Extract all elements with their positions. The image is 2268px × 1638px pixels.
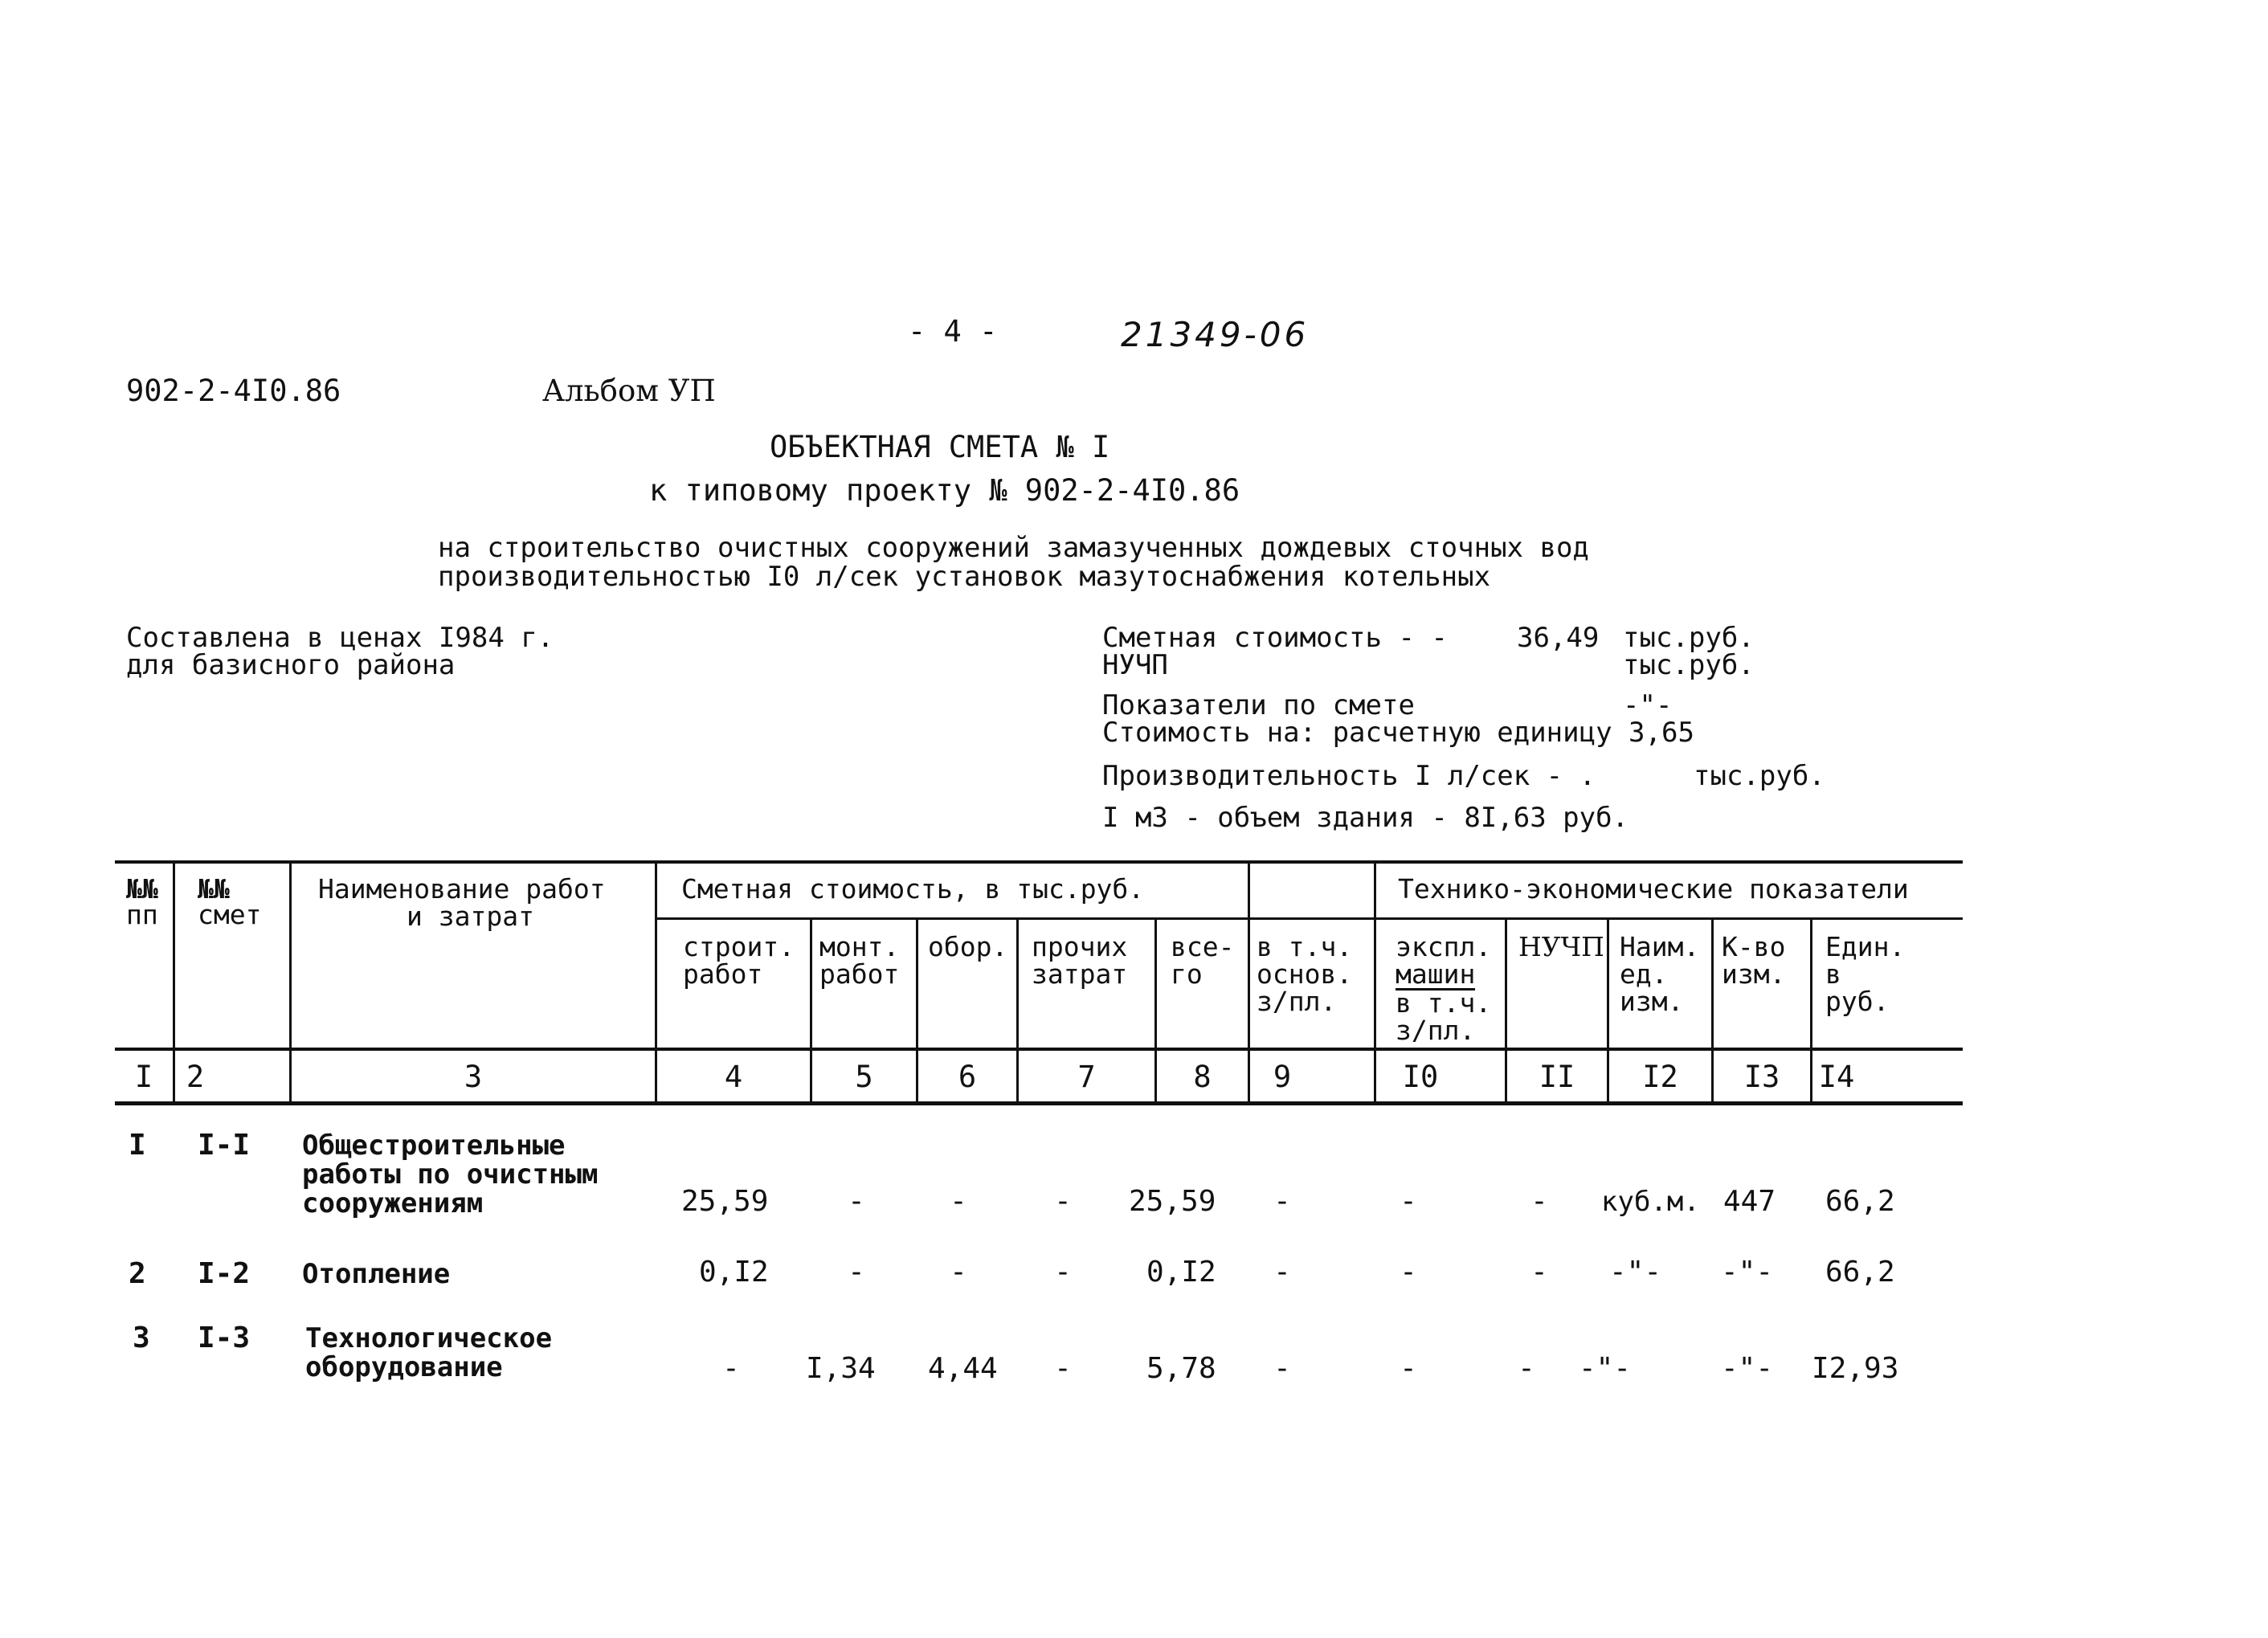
cell-pp: 3 (133, 1321, 150, 1354)
cell-c11: - (1530, 1256, 1548, 1289)
cell-name-line: Отопление (302, 1258, 451, 1290)
header-c14-1: Един. (1825, 931, 1906, 962)
table-subheader-line (655, 917, 1963, 920)
cell-c14: I2,93 (1812, 1352, 1899, 1385)
document-subtitle: к типовому проекту № 902-2-4I0.86 (649, 473, 1240, 508)
header-pp-2: пп (126, 899, 158, 930)
cell-name-line: сооружениям (302, 1187, 484, 1219)
header-c9-2: основ. (1257, 958, 1353, 990)
col-number: II (1539, 1060, 1575, 1094)
cell-pp: 2 (129, 1257, 146, 1290)
header-c7-1: прочих (1032, 931, 1128, 962)
header-c12-3: изм. (1620, 986, 1684, 1017)
col-number: I4 (1818, 1060, 1855, 1094)
cost-per-unit: Стоимость на: расчетную единицу 3,65 (1102, 717, 1694, 749)
cell-c4: 0,I2 (699, 1256, 769, 1289)
header-c10-1: экспл. (1396, 931, 1492, 962)
document-title: ОБЪЕКТНАЯ СМЕТА № I (770, 430, 1110, 464)
cell-c5: I,34 (806, 1352, 876, 1385)
col-number: I2 (1642, 1060, 1678, 1094)
capacity-unit: тыс.руб. (1694, 760, 1825, 792)
cell-c10: - (1400, 1185, 1417, 1218)
cell-c4: 25,59 (681, 1185, 769, 1218)
header-smeta-2: смет (198, 899, 262, 930)
header-cost-group: Сметная стоимость, в тыс.руб. (681, 873, 1145, 905)
cell-smeta: I-2 (198, 1257, 251, 1290)
header-name-2: и затрат (407, 901, 534, 932)
header-c14-2: в (1825, 958, 1841, 990)
project-code: 902-2-4I0.86 (126, 374, 341, 408)
nuchp-unit: тыс.руб. (1623, 649, 1755, 681)
cell-name-line: Технологическое (305, 1322, 553, 1354)
cell-c8: 25,59 (1129, 1185, 1216, 1218)
cell-c4: - (722, 1352, 740, 1385)
header-c11-1: НУЧП (1518, 931, 1604, 962)
cell-c13: 447 (1723, 1185, 1776, 1218)
table-header-bottom-line (115, 1048, 1963, 1051)
header-c8-2: го (1171, 958, 1203, 990)
header-c10-3: в т.ч. (1396, 987, 1492, 1019)
header-smeta-1: №№ (198, 873, 230, 905)
cell-c13: -"- (1721, 1256, 1774, 1289)
cell-c9: - (1273, 1256, 1291, 1289)
cell-c11: - (1518, 1352, 1535, 1385)
cell-name-line: оборудование (305, 1351, 503, 1383)
header-c9-3: з/пл. (1257, 986, 1337, 1017)
cell-smeta: I-I (198, 1129, 251, 1162)
cell-c11: - (1530, 1185, 1548, 1218)
purpose-line-2: производительностью I0 л/сек установок мазутоснабжения котельных (438, 561, 1491, 593)
cell-name-line: работы по очистным (302, 1158, 599, 1191)
col-number: 9 (1273, 1060, 1292, 1094)
cell-c14: 66,2 (1825, 1185, 1895, 1218)
cell-c7: - (1054, 1185, 1072, 1218)
cell-c5: - (848, 1256, 865, 1289)
cost-unit: тыс.руб. (1623, 622, 1755, 654)
col-number: 4 (724, 1060, 743, 1094)
cell-name-line: Общестроительные (302, 1129, 566, 1162)
cell-c14: 66,2 (1825, 1256, 1895, 1289)
cost-label: Сметная стоимость - - (1102, 622, 1448, 654)
header-tech-group: Технико-экономические показатели (1398, 873, 1909, 905)
cell-c12: -"- (1609, 1256, 1662, 1289)
cell-c9: - (1273, 1352, 1291, 1385)
cell-c7: - (1054, 1352, 1072, 1385)
prices-line-2: для базисного района (126, 649, 456, 681)
col-number: I3 (1743, 1060, 1780, 1094)
col-number: 7 (1077, 1060, 1096, 1094)
cell-c10: - (1400, 1352, 1417, 1385)
header-c4-2: работ (683, 958, 763, 990)
cell-c6: - (950, 1185, 967, 1218)
cell-c6: 4,44 (928, 1352, 998, 1385)
header-c12-1: Наим. (1620, 931, 1700, 962)
indicators-label: Показатели по смете (1102, 689, 1415, 721)
capacity-label: Производительность I л/сек - . (1102, 760, 1596, 792)
cell-c12: -"- (1579, 1352, 1632, 1385)
table-top-line (115, 860, 1963, 864)
prices-line-1: Составлена в ценах I984 г. (126, 622, 554, 654)
cell-c8: 5,78 (1146, 1352, 1216, 1385)
header-c5-1: монт. (819, 931, 900, 962)
col-number: 6 (958, 1060, 977, 1094)
page-number: - 4 - (908, 314, 998, 349)
header-name-1: Наименование работ (318, 873, 606, 905)
purpose-line-1: на строительство очистных сооружений замазученных дождевых сточных вод (438, 532, 1589, 564)
col-number: 8 (1193, 1060, 1212, 1094)
header-c14-3: руб. (1825, 986, 1890, 1017)
nuchp-label: НУЧП (1102, 649, 1168, 681)
cell-c10: - (1400, 1256, 1417, 1289)
header-c13-2: изм. (1722, 958, 1786, 990)
cell-pp: I (129, 1129, 146, 1162)
col-number: 2 (186, 1060, 205, 1094)
header-c10-4: з/пл. (1396, 1015, 1476, 1046)
cell-c9: - (1273, 1185, 1291, 1218)
header-c9-1: в т.ч. (1257, 931, 1353, 962)
col-number: I0 (1402, 1060, 1439, 1094)
cost-value: 36,49 (1517, 622, 1600, 654)
header-c13-1: К-во (1722, 931, 1786, 962)
header-c5-2: работ (819, 958, 900, 990)
cell-c13: -"- (1721, 1352, 1774, 1385)
indicators-value: -"- (1623, 689, 1673, 721)
handwritten-code: 21349-06 (1121, 315, 1310, 354)
cell-c8: 0,I2 (1146, 1256, 1216, 1289)
header-c10-2: машин (1396, 958, 1476, 990)
cell-c12: куб.м. (1601, 1186, 1700, 1218)
cell-smeta: I-3 (198, 1321, 251, 1354)
album-label: Альбом УП (542, 374, 716, 408)
header-pp-1: №№ (126, 873, 158, 905)
table-numbers-bottom-line (115, 1101, 1963, 1105)
cell-c7: - (1054, 1256, 1072, 1289)
col-number: 3 (464, 1060, 483, 1094)
header-c4-1: строит. (683, 931, 795, 962)
header-c6-1: обор. (928, 931, 1008, 962)
volume-label: I м3 - объем здания - 8I,63 руб. (1102, 802, 1629, 834)
header-c12-2: ед. (1620, 958, 1668, 990)
header-c7-2: затрат (1032, 958, 1128, 990)
cell-c6: - (950, 1256, 967, 1289)
col-number: 5 (855, 1060, 873, 1094)
header-c8-1: все- (1171, 931, 1235, 962)
col-number: I (134, 1060, 153, 1094)
cell-c5: - (848, 1185, 865, 1218)
